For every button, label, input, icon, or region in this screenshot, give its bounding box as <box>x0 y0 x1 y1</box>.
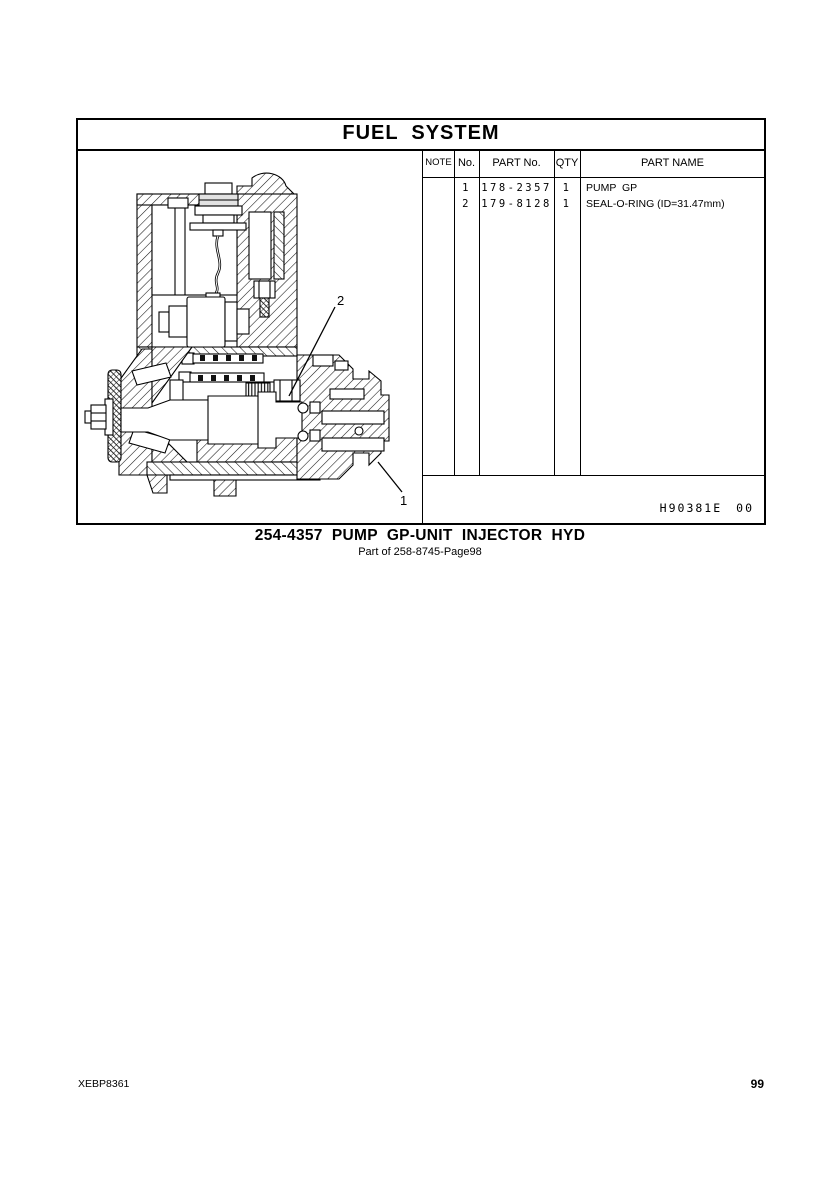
column-divider <box>580 149 581 475</box>
header-part-name: PART NAME <box>641 157 704 169</box>
row-qty: 1 <box>562 198 572 210</box>
revision-number: H90381E <box>659 501 723 515</box>
header-part-no: PART No. <box>492 157 541 169</box>
parts-table <box>422 149 764 475</box>
row-part-name: SEAL-O-RING (ID=31.47mm) <box>586 198 725 210</box>
row-qty: 1 <box>562 182 572 194</box>
row-part-no: 178-2357 <box>481 182 552 194</box>
revision-code <box>660 501 754 515</box>
row-part-no: 179-8128 <box>481 198 552 210</box>
header-no: No. <box>457 157 476 169</box>
caption-title: 254-4357 PUMP GP-UNIT INJECTOR HYD <box>254 527 586 544</box>
pump-cross-section-figure <box>78 149 422 523</box>
frame-content <box>78 149 764 523</box>
callout-2-label: 2 <box>337 293 345 308</box>
row-part-name: PUMP GP <box>586 182 638 194</box>
page-title: FUEL SYSTEM <box>78 120 764 151</box>
drawing-frame <box>76 118 766 525</box>
row-no: 1 <box>462 182 471 194</box>
pump-drawing <box>85 173 402 496</box>
revision-strip <box>422 475 764 523</box>
caption-subtitle: Part of 258-8745-Page98 <box>358 546 482 558</box>
page-number: 99 <box>750 1077 764 1091</box>
figure-caption <box>0 527 840 558</box>
callout-1-label: 1 <box>400 493 408 508</box>
header-divider <box>423 177 764 178</box>
revision-suffix: 00 <box>736 501 754 515</box>
header-qty: QTY <box>555 157 579 169</box>
document-code: XEBP8361 <box>78 1078 130 1090</box>
header-note: NOTE <box>425 157 452 168</box>
row-no: 2 <box>462 198 471 210</box>
